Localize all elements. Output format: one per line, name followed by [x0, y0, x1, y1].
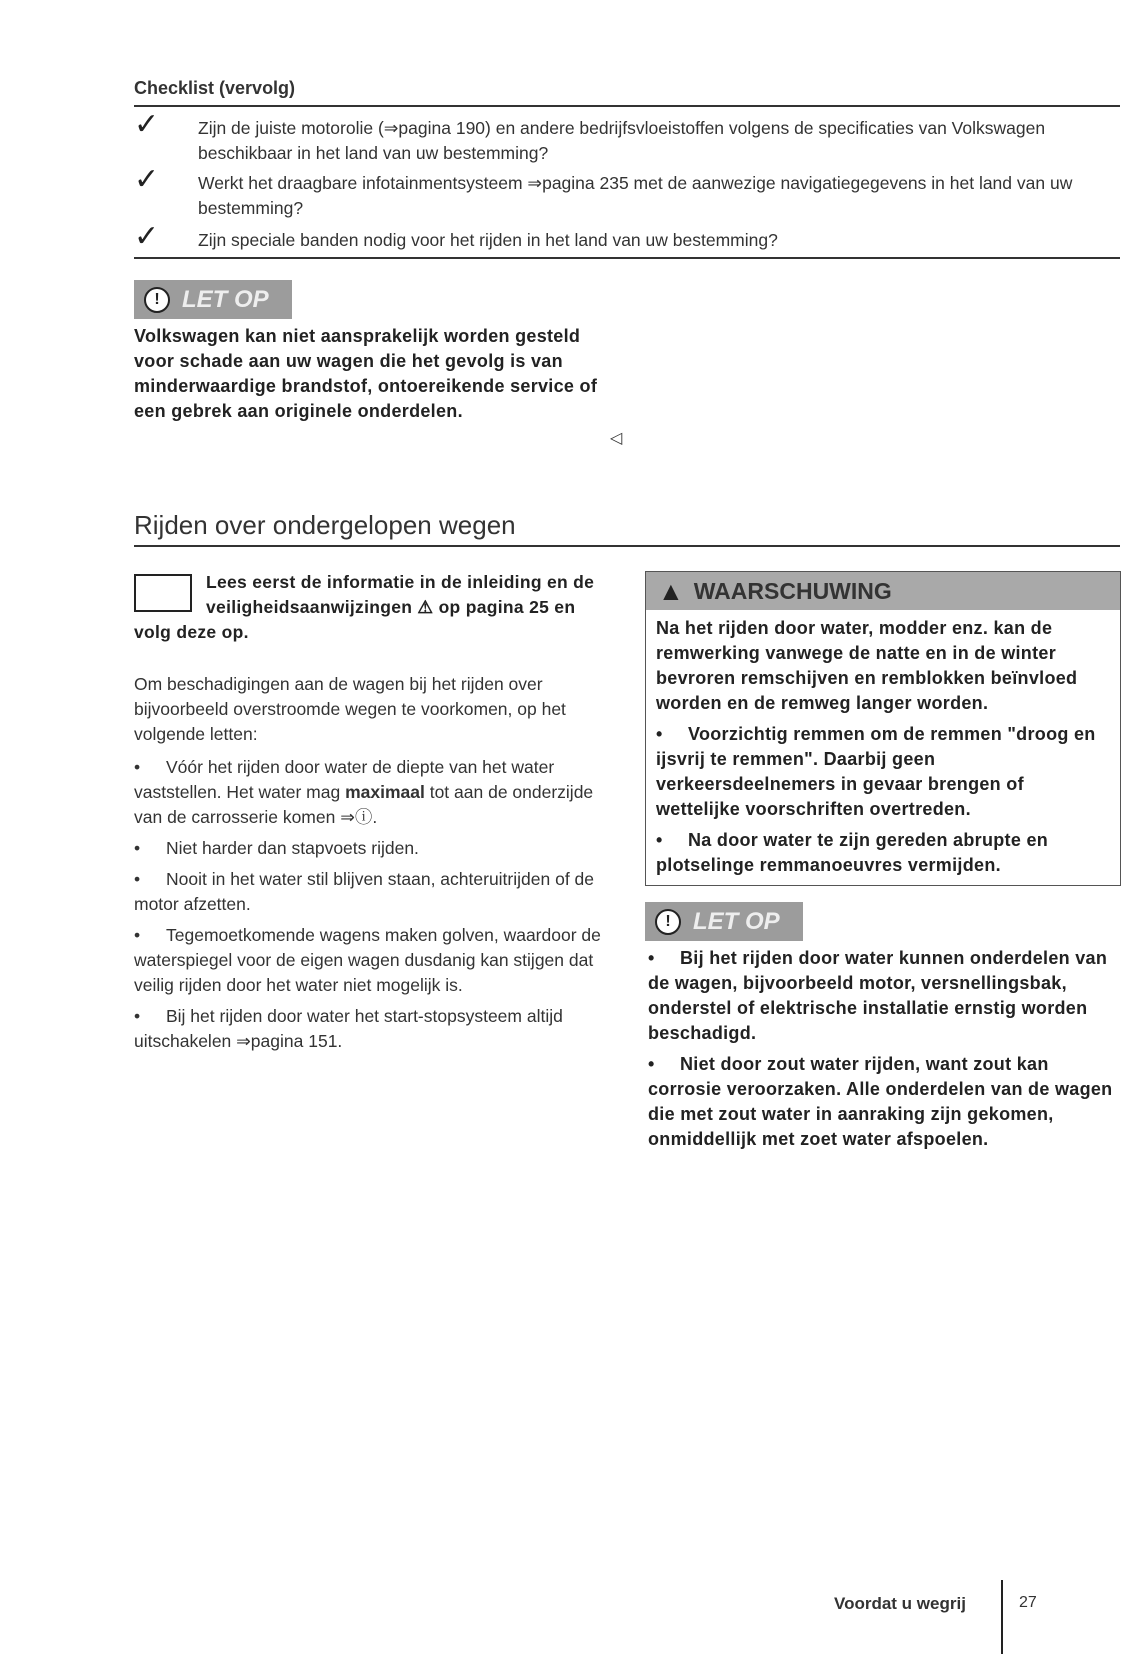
manual-page: Checklist (vervolg) ✓ Zijn de juiste motorolie (⇒pagina 190) en andere bedrijfsvloeistoffen volgens de specificaties van Volkswagen beschikbaar in het land van uw bestemming? ✓ Werkt het draagbare infotainmentsysteem ⇒pagina 235 met de aanwezige navigatiegegevens in het land van uw bestemming? ✓ Zijn speciale banden nodig voor het rijden in het land van uw bestemming? ! LET OP Volkswagen kan niet aansprakelijk worden gesteld voor schade aan uw wagen die het gevolg is van minderwaardige brandstof, ontoereikende service of een gebrek aan originele onderdelen. ◁ Rijden over ondergelopen wegen Lees eerst de informatie in de inleiding en de veiligheidsaanwijzingen ⚠ op pagina 25 en volg deze op. Om beschadigingen aan de wagen bij het rijden over bijvoorbeeld overstroomde wegen te voorkomen, op het volgende letten: • Vóór het rijden door water de diepte van het water vaststellen. Het water mag maximaal tot aan de onderzijde van de carrosserie komen ⇒ⓘ. • Niet harder dan stapvoets rijden. • Nooit in het water stil blijven staan, achteruitrijden of de motor afzetten. • Tegemoetkomende wagens maken golven, waardoor de waterspiegel voor de eigen wagen dusdanig kan stijgen dat veilig rijden door het water niet mogelijk is. • Bij het rijden door water het start-stopsysteem altijd uitschakelen ⇒pagina 151. ▲ WAARSCHUWING Na het rijden door water, modder enz. kan de remwerking vanwege de natte en in de winter bevroren remschijven en remblokken beïnvloed worden en de remweg langer worden. • Voorzichtig remmen om de remmen "droog en ijsvrij te remmen". Daarbij geen verkeersdeelnemers in gevaar brengen of wettelijke voorschriften overtreden. • Na door water te zijn gereden abrupte en plotselinge remmanoeuvres vermijden. ! LET OP • Bij het rijden door water kunnen onderdelen van de wagen, bijvoorbeeld motor, versnellingsbak, onderstel of elektrische installatie ernstig worden beschadigd. • Niet door zout water rijden, want zout kan corrosie veroorzaken. Alle onderdelen van de wagen die met zout water in aanraking zijn gekomen, onmiddellijk met zoet water afspoelen. Voordat u wegrij 27 [0, 0, 1142, 1654]
bullet-item: • Nooit in het water stil blijven staan, achteruitrijden of de motor afzetten. [134, 867, 604, 917]
warning-triangle-icon: ▲ [658, 575, 684, 606]
book-icon [134, 574, 192, 612]
notice-header: ! LET OP [645, 902, 803, 941]
end-marker-icon: ◁ [610, 430, 623, 447]
exclamation-circle-icon: ! [655, 909, 681, 935]
divider [134, 257, 1120, 259]
intro-block: Lees eerst de informatie in de inleiding en de veiligheidsaanwijzingen ⚠ op pagina 25 en volg deze op. [134, 572, 595, 642]
notice-header: ! LET OP [134, 280, 292, 319]
checkmark-icon: ✓ [134, 219, 160, 254]
notice-text [648, 946, 1118, 1152]
bullet-item: • Niet harder dan stapvoets rijden. [134, 836, 604, 861]
section-title: Rijden over ondergelopen wegen [134, 510, 516, 540]
bullet-item: • Vóór het rijden door water de diepte van het water vaststellen. Het water mag maximaal tot aan de onderzijde van de carrosserie komen ⇒ⓘ. [134, 755, 604, 830]
bullet-item: • Voorzichtig remmen om de remmen "droog en ijsvrij te remmen". Daarbij geen verkeersdeelnemers in gevaar brengen of wettelijke voorschriften overtreden. [656, 722, 1110, 822]
checkmark-icon: ✓ [134, 107, 160, 142]
bullet-item: • Tegemoetkomende wagens maken golven, waardoor de waterspiegel voor de eigen wagen dusdanig kan stijgen dat veilig rijden door het water niet mogelijk is. [134, 923, 604, 998]
warning-box [645, 571, 1121, 886]
checklist-title: Checklist (vervolg) [134, 78, 296, 98]
checkmark-icon: ✓ [134, 162, 160, 197]
footer-divider [1001, 1580, 1003, 1654]
bullet-item: • Bij het rijden door water kunnen onderdelen van de wagen, bijvoorbeeld motor, versnellingsbak, onderstel of elektrische installatie ernstig worden beschadigd. [648, 946, 1118, 1046]
bullet-item: • Bij het rijden door water het start-stopsysteem altijd uitschakelen ⇒pagina 151. [134, 1004, 604, 1054]
footer-chapter: Voordat u wegrij [834, 1594, 966, 1613]
section-body: Om beschadigingen aan de wagen bij het rijden over bijvoorbeeld overstroomde wegen te voorkomen, op het volgende letten: • Vóór het rijden door water de diepte van het water vaststellen. Het water mag maximaal tot aan de onderzijde van de carrosserie komen ⇒ⓘ. • Niet harder dan stapvoets rijden. • Nooit in het water stil blijven staan, achteruitrijden of de motor afzetten. • Tegemoetkomende wagens maken golven, waardoor de waterspiegel voor de eigen wagen dusdanig kan stijgen dat veilig rijden door het water niet mogelijk is. • Bij het rijden door water het start-stopsysteem altijd uitschakelen ⇒pagina 151. [134, 672, 604, 1054]
notice-text: Volkswagen kan niet aansprakelijk worden gesteld voor schade aan uw wagen die het gevolg is van minderwaardige brandstof, ontoereikende service of een gebrek aan originele onderdelen. [134, 326, 598, 421]
bullet-item: • Na door water te zijn gereden abrupte en plotselinge remmanoeuvres vermijden. [656, 828, 1110, 878]
divider [134, 105, 1120, 107]
exclamation-circle-icon: ! [144, 287, 170, 313]
divider [134, 545, 1120, 547]
page-number: 27 [1019, 1594, 1037, 1611]
bullet-item: • Niet door zout water rijden, want zout kan corrosie veroorzaken. Alle onderdelen van de wagen die met zout water in aanraking zijn gekomen, onmiddellijk met zoet water afspoelen. [648, 1052, 1118, 1152]
warning-header: ▲ WAARSCHUWING [646, 572, 1120, 610]
warning-text: Na het rijden door water, modder enz. kan de remwerking vanwege de natte en in de winter bevroren remschijven en remblokken beïnvloed worden en de remweg langer worden. [656, 618, 1078, 713]
